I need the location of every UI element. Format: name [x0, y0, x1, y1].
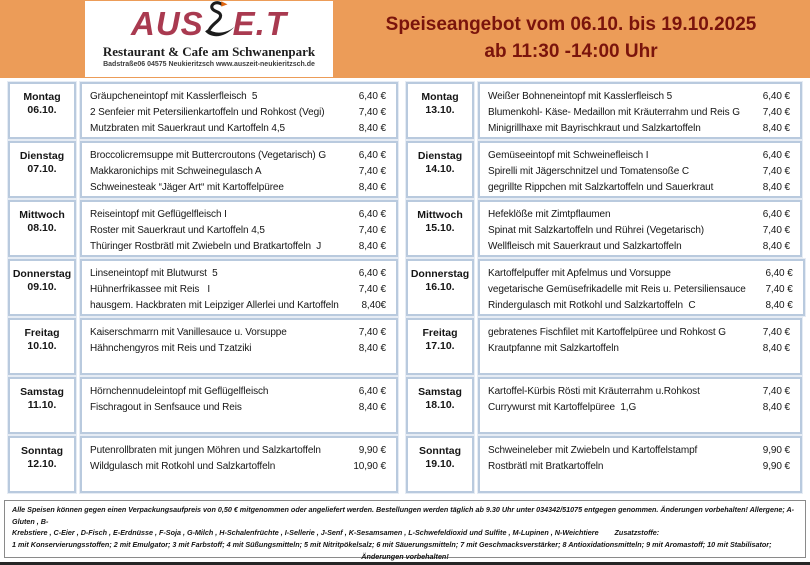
menu-day-row [406, 200, 802, 257]
dish-line [488, 298, 795, 314]
dish-name: Broccolicremsuppe mit Buttercroutons (Vegetarisch) G [90, 150, 327, 161]
menu-cell [80, 436, 398, 493]
dish-name: Wildgulasch mit Rotkohl und Salzkartoffeln [90, 461, 276, 472]
day-date: 09.10. [27, 281, 57, 293]
dish-line [90, 443, 388, 459]
dish-price: 7,40 € [762, 327, 790, 338]
menu-day-row [8, 141, 398, 198]
dish-name: Spinat mit Salzkartoffeln und Rührei (Vegetarisch) [488, 225, 705, 236]
dish-name: Reiseintopf mit Geflügelfleisch I [90, 209, 227, 220]
day-cell [406, 377, 474, 434]
dish-line [488, 282, 795, 298]
dish-price: 8,40 € [358, 182, 386, 193]
dish-name: 2 Senfeier mit Petersilienkartoffeln und Rohkost (Vegi) [90, 107, 325, 118]
menu-column-week2 [406, 82, 802, 493]
dish-name: Rostbrätl mit Bratkartoffeln [488, 461, 604, 472]
dish-price: 7,40 € [358, 225, 386, 236]
dish-name: Minigrillhaxe mit Bayrischkraut und Salzkartoffeln [488, 123, 701, 134]
day-name: Samstag [418, 386, 462, 398]
dish-line [90, 180, 388, 196]
menu-cell [80, 141, 398, 198]
menu-day-row [406, 259, 802, 316]
dish-line [90, 325, 388, 341]
day-cell [406, 436, 474, 493]
dish-price: 6,40 € [765, 268, 793, 279]
dish-name: Putenrollbraten mit jungen Möhren und Salzkartoffeln [90, 445, 321, 456]
day-cell [8, 200, 76, 257]
menu-cell [80, 318, 398, 375]
dish-price: 8,40 € [762, 182, 790, 193]
day-cell [8, 377, 76, 434]
dish-line [90, 164, 388, 180]
dish-price: 8,40€ [361, 300, 386, 311]
dish-price: 8,40 € [762, 402, 790, 413]
menu-cell [80, 377, 398, 434]
dish-name: Blumenkohl- Käse- Medaillon mit Kräuterrahm und Reis G [488, 107, 740, 118]
dish-line [90, 148, 388, 164]
dish-name: hausgem. Hackbraten mit Leipziger Allerlei und Kartoffeln [90, 300, 339, 311]
dish-name: Kartoffelpuffer mit Apfelmus und Vorsuppe [488, 268, 671, 279]
dish-name: Kaiserschmarrn mit Vanillesauce u. Vorsuppe [90, 327, 287, 338]
dish-price: 6,40 € [358, 150, 386, 161]
menu-day-row [8, 82, 398, 139]
dish-line [488, 384, 792, 400]
day-name: Montag [421, 91, 459, 103]
dish-line [488, 459, 792, 475]
dish-price: 9,90 € [762, 445, 790, 456]
dish-name: Hörnchennudeleintopf mit Geflügelfleisch [90, 386, 269, 397]
day-name: Mittwoch [19, 209, 65, 221]
dish-price: 6,40 € [762, 209, 790, 220]
dish-line [488, 105, 792, 121]
menu-cell [478, 141, 802, 198]
dish-price: 8,40 € [358, 123, 386, 134]
menu-column-week1 [8, 82, 398, 493]
day-date: 15.10. [425, 222, 455, 234]
dish-line [90, 105, 388, 121]
dish-price: 7,40 € [358, 107, 386, 118]
logo-subtitle: Restaurant & Cafe am Schwanenpark [102, 44, 316, 59]
dish-price: 7,40 € [358, 327, 386, 338]
logo-text-aus: AUS [130, 5, 204, 42]
dish-name: Weißer Bohneneintopf mit Kasslerfleisch 5 [488, 91, 673, 102]
day-date: 13.10. [425, 104, 455, 116]
logo-wordmark [131, 2, 287, 46]
day-date: 12.10. [27, 458, 57, 470]
day-cell [406, 141, 474, 198]
menu-title [340, 11, 802, 65]
day-date: 06.10. [27, 104, 57, 116]
dish-line [488, 266, 795, 282]
dish-name: Spirelli mit Jägerschnitzel und Tomatensoße C [488, 166, 689, 177]
footer-line: Änderungen vorbehalten! [361, 551, 449, 561]
dish-name: Rindergulasch mit Rotkohl und Salzkartoffeln C [488, 300, 696, 311]
day-name: Donnerstag [410, 268, 470, 280]
dish-line [488, 164, 792, 180]
dish-price: 6,40 € [358, 209, 386, 220]
dish-price: 6,40 € [358, 386, 386, 397]
dish-name: Currywurst mit Kartoffelpüree 1,G [488, 402, 637, 413]
dish-name: Kartoffel-Kürbis Rösti mit Kräuterrahm u.Rohkost [488, 386, 700, 397]
day-name: Samstag [20, 386, 64, 398]
dish-name: Schweineleber mit Zwiebeln und Kartoffelstampf [488, 445, 698, 456]
dish-name: Hähnchengyros mit Reis und Tzatziki [90, 343, 252, 354]
dish-line [488, 443, 792, 459]
dish-name: Fischragout in Senfsauce und Reis [90, 402, 242, 413]
dish-line [90, 223, 388, 239]
menu-cell [478, 377, 802, 434]
day-date: 11.10. [27, 399, 57, 411]
dish-price: 7,40 € [762, 386, 790, 397]
menu-day-row [406, 377, 802, 434]
dish-price: 8,40 € [358, 241, 386, 252]
menu-title-line2: ab 11:30 -14:00 Uhr [484, 41, 658, 62]
dish-price: 6,40 € [358, 268, 386, 279]
day-date: 14.10. [425, 163, 455, 175]
dish-line [90, 400, 388, 416]
menu-day-row [8, 200, 398, 257]
footer-line: 1 mit Konservierungsstoffen; 2 mit Emulgator; 3 mit Farbstoff; 4 mit Süßungsmitteln; 5 mit Nitritpökelsalz; 6 mit Säuerungsmitteln; 7 mit Geschmacksverstärker; 8 Antioxidationsmitteln; 9 mit Aromastoff; 10 mit Stabilisator; [12, 539, 772, 549]
dish-price: 7,40 € [358, 166, 386, 177]
dish-line [90, 384, 388, 400]
footer-line: Alle Speisen können gegen einen Verpackungsaufpreis von 0,50 € mitgenommen oder angeliefert werden. Bestellungen werden täglich ab 9.30 Uhr unter 034342/51075 entgegen genommen. Änderungen vorbehalten! Allergene; A-Gluten , B- [12, 505, 795, 526]
menu-day-row [406, 436, 802, 493]
menu-day-row [406, 318, 802, 375]
dish-price: 7,40 € [765, 284, 793, 295]
dish-line [90, 298, 388, 314]
menu-cell [80, 259, 398, 316]
dish-price: 8,40 € [358, 343, 386, 354]
logo-address: Badstraße06 04575 Neukieritzsch www.auszeit-neukieritzsch.de [103, 61, 315, 68]
dish-line [488, 223, 792, 239]
menu-day-row [8, 318, 398, 375]
dish-name: Schweinesteak “Jäger Art“ mit Kartoffelpüree [90, 182, 284, 193]
dish-line [90, 459, 388, 475]
dish-name: Linseneintopf mit Blutwurst 5 [90, 268, 218, 279]
dish-line [90, 341, 388, 357]
day-name: Mittwoch [417, 209, 463, 221]
menu-cell [80, 82, 398, 139]
dish-line [488, 121, 792, 137]
day-cell [406, 318, 474, 375]
dish-price: 6,40 € [762, 91, 790, 102]
menu-cell [80, 200, 398, 257]
menu-cell [478, 82, 802, 139]
day-cell [8, 141, 76, 198]
day-date: 07.10. [27, 163, 57, 175]
day-cell [8, 318, 76, 375]
day-date: 16.10. [425, 281, 455, 293]
dish-price: 6,40 € [358, 91, 386, 102]
dish-name: vegetarische Gemüsefrikadelle mit Reis u. Petersiliensauce [488, 284, 746, 295]
menu-day-row [8, 377, 398, 434]
dish-price: 10,90 € [353, 461, 386, 472]
day-name: Sonntag [419, 445, 461, 457]
day-cell [406, 82, 474, 139]
dish-name: Hefeklöße mit Zimtpflaumen [488, 209, 611, 220]
dish-line [90, 207, 388, 223]
dish-name: Mutzbraten mit Sauerkraut und Kartoffeln 4,5 [90, 123, 285, 134]
menu-day-row [8, 436, 398, 493]
day-date: 08.10. [27, 222, 57, 234]
menu-cell [478, 436, 802, 493]
dish-price: 9,90 € [762, 461, 790, 472]
dish-name: Wellfleisch mit Sauerkraut und Salzkartoffeln [488, 241, 682, 252]
dish-line [90, 266, 388, 282]
menu-cell [478, 259, 805, 316]
dish-line [488, 207, 792, 223]
dish-line [488, 180, 792, 196]
dish-price: 9,90 € [358, 445, 386, 456]
footer-note [4, 500, 806, 561]
day-name: Dienstag [19, 150, 65, 162]
menu-cell [478, 318, 802, 375]
dish-name: Roster mit Sauerkraut und Kartoffeln 4,5 [90, 225, 265, 236]
dish-price: 7,40 € [762, 166, 790, 177]
dish-price: 8,40 € [765, 300, 793, 311]
logo-box [85, 1, 333, 77]
dish-line [488, 325, 792, 341]
day-name: Donnerstag [12, 268, 72, 280]
dish-line [90, 282, 388, 298]
dish-line [488, 148, 792, 164]
dish-line [488, 341, 792, 357]
day-date: 19.10. [425, 458, 455, 470]
dish-name: gegrillte Rippchen mit Salzkartoffeln und Sauerkraut [488, 182, 714, 193]
day-cell [8, 259, 76, 316]
dish-name: gebratenes Fischfilet mit Kartoffelpüree und Rohkost G [488, 327, 726, 338]
dish-price: 7,40 € [358, 284, 386, 295]
dish-line [488, 239, 792, 255]
day-name: Dienstag [417, 150, 463, 162]
day-cell [8, 436, 76, 493]
dish-price: 7,40 € [762, 107, 790, 118]
day-name: Freitag [422, 327, 458, 339]
dish-price: 8,40 € [762, 343, 790, 354]
dish-name: Thüringer Rostbrätl mit Zwiebeln und Bratkartoffeln J [90, 241, 322, 252]
swan-icon [202, 0, 236, 49]
day-cell [406, 259, 474, 316]
dish-line [488, 89, 792, 105]
day-name: Sonntag [21, 445, 63, 457]
dish-price: 7,40 € [762, 225, 790, 236]
day-name: Montag [23, 91, 61, 103]
dish-line [90, 121, 388, 137]
menu-cell [478, 200, 802, 257]
dish-line [90, 89, 388, 105]
footer-line: Krebstiere , C-Eier , D-Fisch , E-Erdnüsse , F-Soja , G-Milch , H-Schalenfrüchte , I-Sellerie , J-Senf , K-Sesamsamen , L-Schwefeldioxid und Sulfite , M-Lupinen , N-Weichtiere Zusatzstoffe: [12, 528, 660, 538]
dish-name: Gemüseeintopf mit Schweinefleisch I [488, 150, 649, 161]
day-date: 10.10. [27, 340, 57, 352]
menu-day-row [406, 82, 802, 139]
dish-line [488, 400, 792, 416]
day-cell [406, 200, 474, 257]
menu-title-line1: Speiseangebot vom 06.10. bis 19.10.2025 [385, 14, 757, 35]
dish-price: 8,40 € [762, 123, 790, 134]
day-date: 17.10. [425, 340, 455, 352]
day-date: 18.10. [425, 399, 455, 411]
dish-price: 8,40 € [762, 241, 790, 252]
dish-name: Gräupcheneintopf mit Kasslerfleisch 5 [90, 91, 258, 102]
dish-line [90, 239, 388, 255]
day-name: Freitag [24, 327, 60, 339]
menu-day-row [8, 259, 398, 316]
menu-day-row [406, 141, 802, 198]
dish-name: Hühnerfrikassee mit Reis I [90, 284, 211, 295]
dish-name: Makkaronichips mit Schweinegulasch A [90, 166, 262, 177]
dish-price: 8,40 € [358, 402, 386, 413]
dish-name: Krautpfanne mit Salzkartoffeln [488, 343, 619, 354]
day-cell [8, 82, 76, 139]
dish-price: 6,40 € [762, 150, 790, 161]
logo-text-eit: E.T [232, 5, 288, 42]
